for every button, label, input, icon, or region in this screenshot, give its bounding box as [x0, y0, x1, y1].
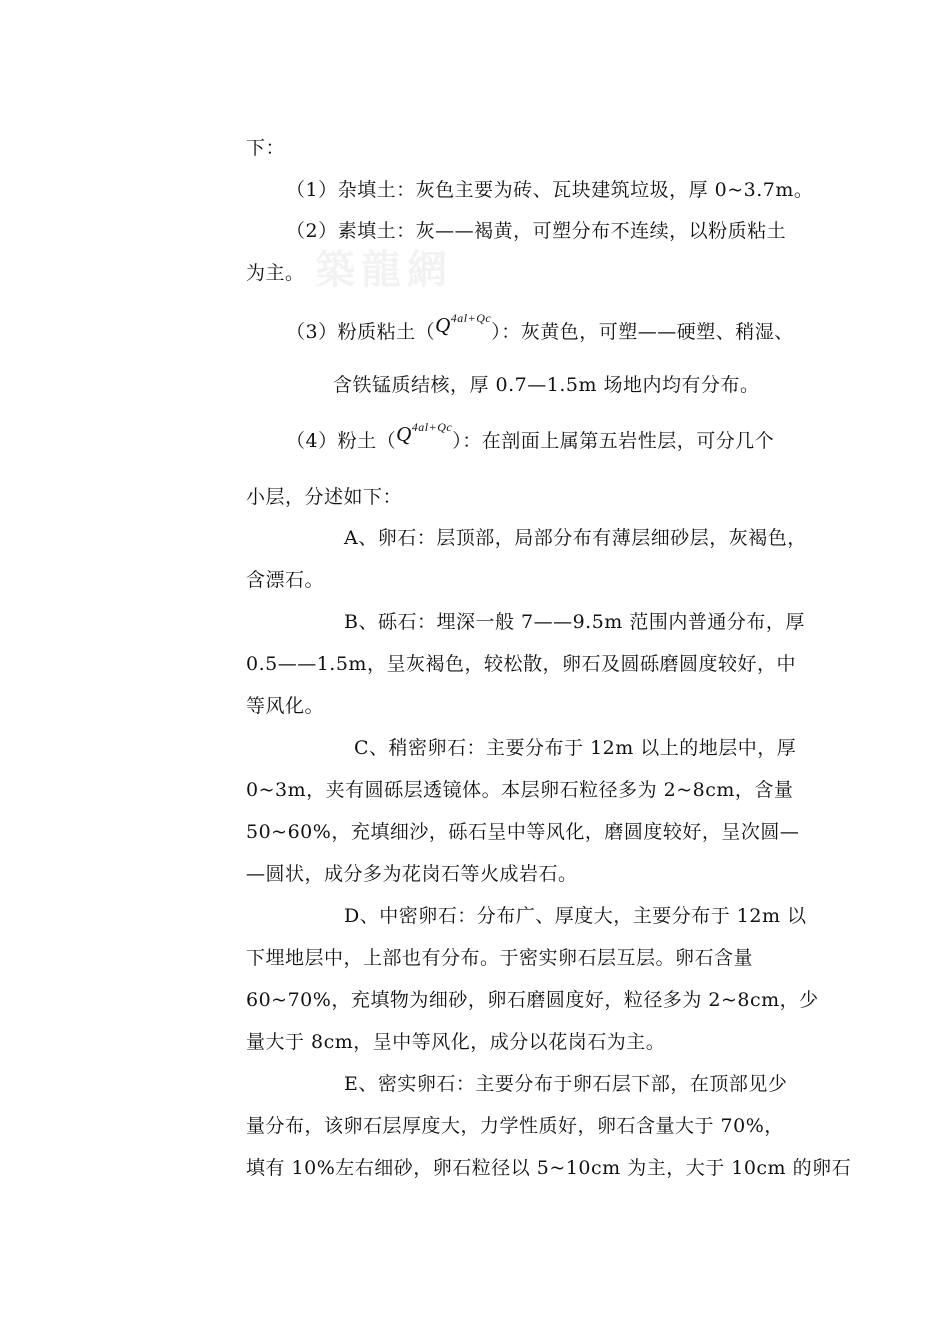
text-line: 0~3m，夹有圆砾层透镜体。本层卵石粒径多为 2~8cm，含量 — [246, 779, 794, 801]
text-line: 60~70%，充填物为细砂，卵石磨圆度好，粒径多为 2~8cm，少 — [246, 989, 819, 1011]
text-line: （2）素填土：灰——褐黄，可塑分布不连续，以粉质粘土 — [286, 220, 787, 242]
text-line: 量大于 8cm，呈中等风化，成分以花岗石为主。 — [246, 1031, 666, 1053]
text-segment: ）：灰黄色，可塑——硬塑、稍湿、 — [491, 321, 794, 343]
text-line: 0.5——1.5m，呈灰褐色，较松散，卵石及圆砾磨圆度较好，中 — [246, 653, 796, 675]
text-line: A、卵石：层顶部，局部分布有薄层细砂层，灰褐色， — [344, 527, 807, 549]
text-line: 下： — [246, 137, 286, 159]
text-line: —圆状，成分多为花岗石等火成岩石。 — [246, 863, 578, 885]
text-line: （1）杂填土：灰色主要为砖、瓦块建筑垃圾，厚 0~3.7m。 — [286, 179, 814, 201]
text-segment: ）：在剖面上属第五岩性层，可分几个 — [452, 430, 775, 452]
text-segment: （4）粉土（ — [286, 430, 397, 452]
text-line: C、稍密卵石：主要分布于 12m 以上的地层中，厚 — [354, 737, 797, 759]
text-line: E、密实卵石：主要分布于卵石层下部，在顶部见少 — [344, 1073, 788, 1095]
formula-superscript: 4al+Qc — [411, 420, 453, 434]
watermark: 築龍網 — [315, 246, 453, 293]
text-line-with-formula — [286, 311, 794, 344]
formula-base: Q — [396, 422, 412, 446]
text-line: 含漂石。 — [246, 569, 325, 591]
text-line: 为主。 — [246, 262, 305, 284]
text-line: 等风化。 — [246, 695, 325, 717]
text-line: 填有 10%左右细砂，卵石粒径以 5~10cm 为主，大于 10cm 的卵石 — [246, 1157, 852, 1179]
text-line: 小层，分述如下： — [246, 486, 403, 508]
text-line: 下埋地层中，上部也有分布。于密实卵石层互层。卵石含量 — [246, 947, 754, 969]
text-line: 含铁锰质结核，厚 0.7—1.5m 场地内均有分布。 — [333, 374, 760, 396]
formula-base: Q — [435, 313, 451, 337]
formula-superscript: 4al+Qc — [450, 311, 492, 325]
formula — [396, 422, 452, 446]
text-line-with-formula — [286, 420, 775, 453]
text-line: 50~60%，充填细沙，砾石呈中等风化，磨圆度较好，呈次圆— — [246, 821, 800, 843]
text-line: B、砾石：埋深一般 7——9.5m 范围内普通分布，厚 — [344, 611, 805, 633]
formula — [435, 313, 491, 337]
text-line: D、中密卵石：分布广、厚度大，主要分布于 12m 以 — [344, 905, 807, 927]
text-line: 量分布，该卵石层厚度大，力学性质好，卵石含量大于 70%， — [246, 1115, 784, 1137]
text-segment: （3）粉质粘土（ — [286, 321, 436, 343]
